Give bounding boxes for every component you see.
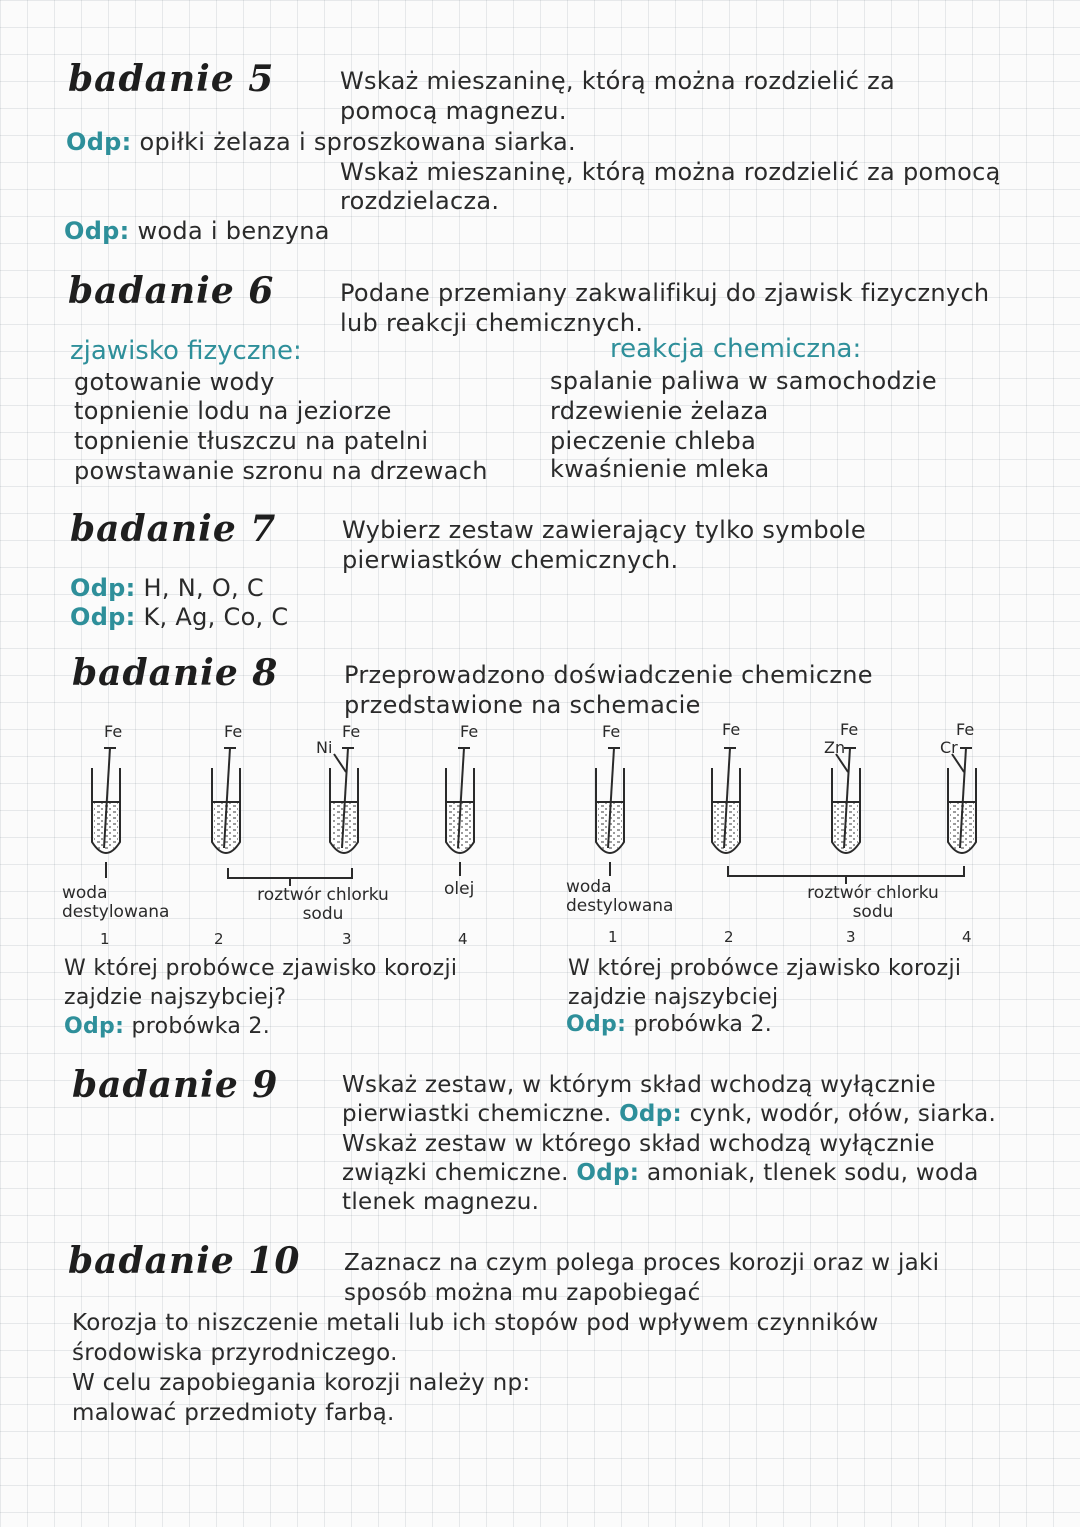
b10-body-line: środowiska przyrodniczego. [72,1340,398,1366]
tube-number: 3 [342,930,352,948]
label-sodium-chloride-solution [238,886,408,924]
label-oil: olej [444,879,475,899]
b7-question-line-1: Wybierz zestaw zawierający tylko symbole [342,516,866,544]
chemical-item: rdzewienie żelaza [550,397,769,425]
b9-answer-2-text: amoniak, tlenek sodu, woda [646,1160,979,1186]
physical-item: topnienie tłuszczu na patelni [74,427,429,455]
b9-question-1-line-1: Wskaż zestaw, w którym skład wchodzą wyłącznie [342,1072,936,1098]
b8-right-question-line-1: W której probówce zjawisko korozji [568,956,962,981]
b5-answer-2-text: woda i benzyna [137,217,330,245]
label-line: woda [566,877,612,897]
tube-number: 4 [962,928,972,946]
heading-badanie-7: badanie 7 [70,508,277,550]
b5-answer-1-text: opiłki żelaza i sproszkowana siarka. [139,128,576,156]
b8-question-line-2: przedstawione na schemacie [344,691,701,719]
label-line: destylowana [62,902,170,922]
odp-label: Odp: [566,1012,627,1037]
test-tube [330,748,358,853]
test-tube [948,748,976,853]
odp-label: Odp: [64,1014,125,1039]
tube-number: 2 [214,930,224,948]
b8-right-answer-text: probówka 2. [633,1012,773,1037]
b5-question-2-line-1: Wskaż mieszaninę, którą można rozdzielić za pomocą [340,158,1001,186]
metal-label-fe: Fe [840,720,859,739]
tube-number: 1 [608,928,618,946]
stub-lines [106,862,610,878]
chemical-reaction-title: reakcja chemiczna: [610,334,862,364]
test-tube [832,748,860,853]
b7-question-line-2: pierwiastków chemicznych. [342,546,679,574]
b10-question-line-1: Zaznacz na czym polega proces korozji oraz w jaki [344,1250,940,1276]
bracket-left-line [228,868,352,886]
odp-label: Odp: [66,128,132,156]
metal-label-fe: Fe [722,720,741,739]
test-tubes-group [92,748,976,853]
chemical-item: kwaśnienie mleka [550,455,770,483]
b9-answer-2-line-2: tlenek magnezu. [342,1189,540,1215]
label-distilled-water [62,884,169,922]
heading-badanie-10: badanie 10 [68,1240,301,1282]
chemical-item: spalanie paliwa w samochodzie [550,367,937,395]
metal-label-fe: Fe [956,720,975,739]
odp-label: Odp: [64,217,130,245]
tube-number: 3 [846,928,856,946]
heading-badanie-8: badanie 8 [72,652,279,694]
b10-question-line-2: sposób można mu zapobiegać [344,1280,701,1306]
odp-label: Odp: [70,574,136,602]
b8-left-question-line-1: W której probówce zjawisko korozji [64,956,458,981]
b5-question-1-line-1: Wskaż mieszaninę, którą można rozdzielić za [340,67,896,95]
b9-question-2-text: związki chemiczne. [342,1160,569,1186]
bracket-right [728,866,964,884]
b9-question-2-line-1: Wskaż zestaw w którego skład wchodzą wyłącznie [342,1131,935,1157]
metal-label-fe: Fe [460,722,479,741]
metal-label-fe: Fe [342,722,361,741]
b8-left-answer [64,1012,270,1042]
b7-answer-2-text: K, Ag, Co, C [143,603,289,631]
b10-body-line: malować przedmioty farbą. [72,1400,395,1426]
metal-label-cr: Cr [940,738,958,757]
tube-number: 1 [100,930,110,948]
bracket-right-line [728,866,964,884]
chemical-item: pieczenie chleba [550,427,757,455]
bracket-left [228,868,352,886]
b10-body-line: W celu zapobiegania korozji należy np: [72,1370,531,1396]
b8-left-answer-text: probówka 2. [131,1014,271,1039]
heading-badanie-9: badanie 9 [72,1064,279,1106]
metal-label-fe: Fe [104,722,123,741]
test-tube [212,748,240,853]
label-line: sodu [302,904,344,924]
b6-question-line-2: lub reakcji chemicznych. [340,309,644,337]
metal-label-fe: Fe [224,722,243,741]
b10-body-line: Korozja to niszczenie metali lub ich stopów pod wpływem czynników [72,1310,879,1336]
b9-question-1-line-2 [342,1099,996,1129]
second-metal-wire [334,754,346,772]
b7-answer-1-text: H, N, O, C [143,574,264,602]
tube-number: 2 [724,928,734,946]
test-tube [446,748,474,853]
test-tube [712,748,740,853]
label-line: roztwór chlorku [257,885,389,905]
odp-label: Odp: [70,603,136,631]
heading-badanie-6: badanie 6 [68,270,275,312]
b8-right-question-line-2: zajdzie najszybciej [568,985,779,1010]
b5-question-1-line-2: pomocą magnezu. [340,97,567,125]
metal-label-ni: Ni [316,738,333,757]
b8-left-question-line-2: zajdzie najszybciej? [64,985,287,1010]
odp-label: Odp: [619,1101,682,1127]
b6-question-line-1: Podane przemiany zakwalifikuj do zjawisk fizycznych [340,279,990,307]
test-tube [596,748,624,853]
label-line: roztwór chlorku [807,883,939,903]
tube-number: 4 [458,930,468,948]
b8-right-answer [566,1010,772,1040]
b5-question-2-line-2: rozdzielacza. [340,187,500,215]
b9-question-2-line-2 [342,1158,979,1188]
label-line: woda [62,883,108,903]
label-sodium-chloride-solution [780,884,966,922]
b9-answer-1-text: cynk, wodór, ołów, siarka. [689,1101,997,1127]
label-line: destylowana [566,896,674,916]
b8-question-line-1: Przeprowadzono doświadczenie chemiczne [344,661,873,689]
physical-item: powstawanie szronu na drzewach [74,457,488,485]
label-distilled-water [566,878,673,916]
b9-question-1-text: pierwiastki chemiczne. [342,1101,612,1127]
metal-label-zn: Zn [824,738,846,757]
test-tube [92,748,120,853]
physical-item: gotowanie wody [74,368,275,396]
odp-label: Odp: [576,1160,640,1186]
label-line: sodu [852,902,894,922]
heading-badanie-5: badanie 5 [68,58,275,100]
metal-label-fe: Fe [602,722,621,741]
physical-phenomena-title: zjawisko fizyczne: [70,336,302,366]
physical-item: topnienie lodu na jeziorze [74,397,392,425]
